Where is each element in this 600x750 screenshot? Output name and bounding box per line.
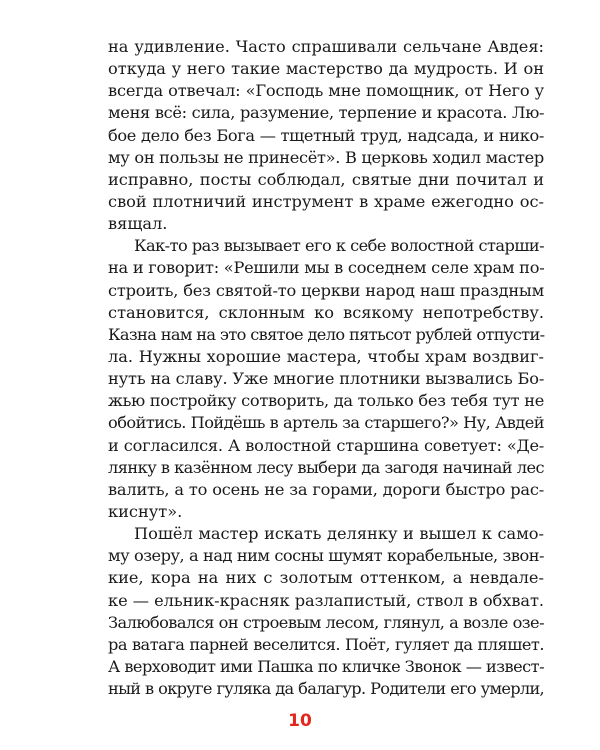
text-line: лянку в казённом лесу выбери да загодя начинай лес — [108, 457, 544, 477]
text-line: Залюбовался он строевым лесом, глянул, а возле озе- — [108, 612, 544, 632]
text-line: Как-то раз вызывает его к себе волостной старши- — [134, 236, 544, 256]
page-number: 10 — [288, 711, 312, 731]
text-line: му он пользы не принесёт». В церковь ходил мастер — [108, 147, 544, 167]
text-line: Пошёл мастер искать делянку и вышел к само- — [134, 524, 544, 544]
text-line: ный в округе гуляка да балагур. Родители его умерли, — [108, 679, 544, 699]
text-line: свой плотничий инструмент в храме ежегодно ос- — [108, 191, 544, 211]
text-line: му озеру, а над ним сосны шумят корабельные, звон- — [108, 546, 544, 566]
text-line: на и говорит: «Решили мы в соседнем селе храм по- — [108, 258, 545, 278]
text-line: валить, а то осень не за горами, дороги быстро рас- — [108, 479, 544, 499]
text-line: ке — ельник-красняк разлапистый, ствол в обхват. — [108, 590, 544, 610]
body-text — [108, 36, 544, 700]
text-line: ла. Нужны хорошие мастера, чтобы храм воздвиг- — [108, 346, 544, 366]
text-line: нуть на славу. Уже многие плотники вызвались Бо- — [108, 369, 545, 389]
text-line: кие, кора на них с золотым оттенком, а невдале- — [108, 568, 544, 588]
text-line: А верховодит ими Пашка по кличке Звонок — извест- — [108, 656, 544, 676]
text-line: меня всё: сила, разумение, терпение и красота. Лю- — [108, 103, 545, 123]
text-line: Казна нам на это святое дело пятьсот рублей отпусти- — [108, 324, 545, 344]
text-line: исправно, посты соблюдал, святые дни почитал и — [108, 169, 544, 189]
text-line: бое дело без Бога — тщетный труд, надсада, и нико- — [108, 125, 544, 145]
text-line: киснут». — [108, 501, 183, 521]
text-line: становится, склонным ко всякому непотребству. — [108, 302, 544, 322]
text-line: откуда у него такие мастерство да мудрость. И он — [108, 59, 544, 79]
text-line: и согласился. А волостной старшина советует: «Де- — [108, 435, 544, 455]
text-line: жью постройку сотворить, да только без тебя тут не — [108, 391, 544, 411]
text-line: ра ватага парней веселится. Поёт, гуляет да пляшет. — [108, 634, 544, 654]
text-line: всегда отвечал: «Господь мне помощник, от Него у — [108, 81, 544, 101]
text-line: на удивление. Часто спрашивали сельчане Авдея: — [108, 37, 544, 56]
text-line: строить, без святой-то церкви народ наш праздным — [108, 280, 544, 300]
text-line: вящал. — [108, 214, 168, 234]
text-line: обойтись. Пойдёшь в артель за старшего?» Ну, Авдей — [108, 413, 544, 433]
